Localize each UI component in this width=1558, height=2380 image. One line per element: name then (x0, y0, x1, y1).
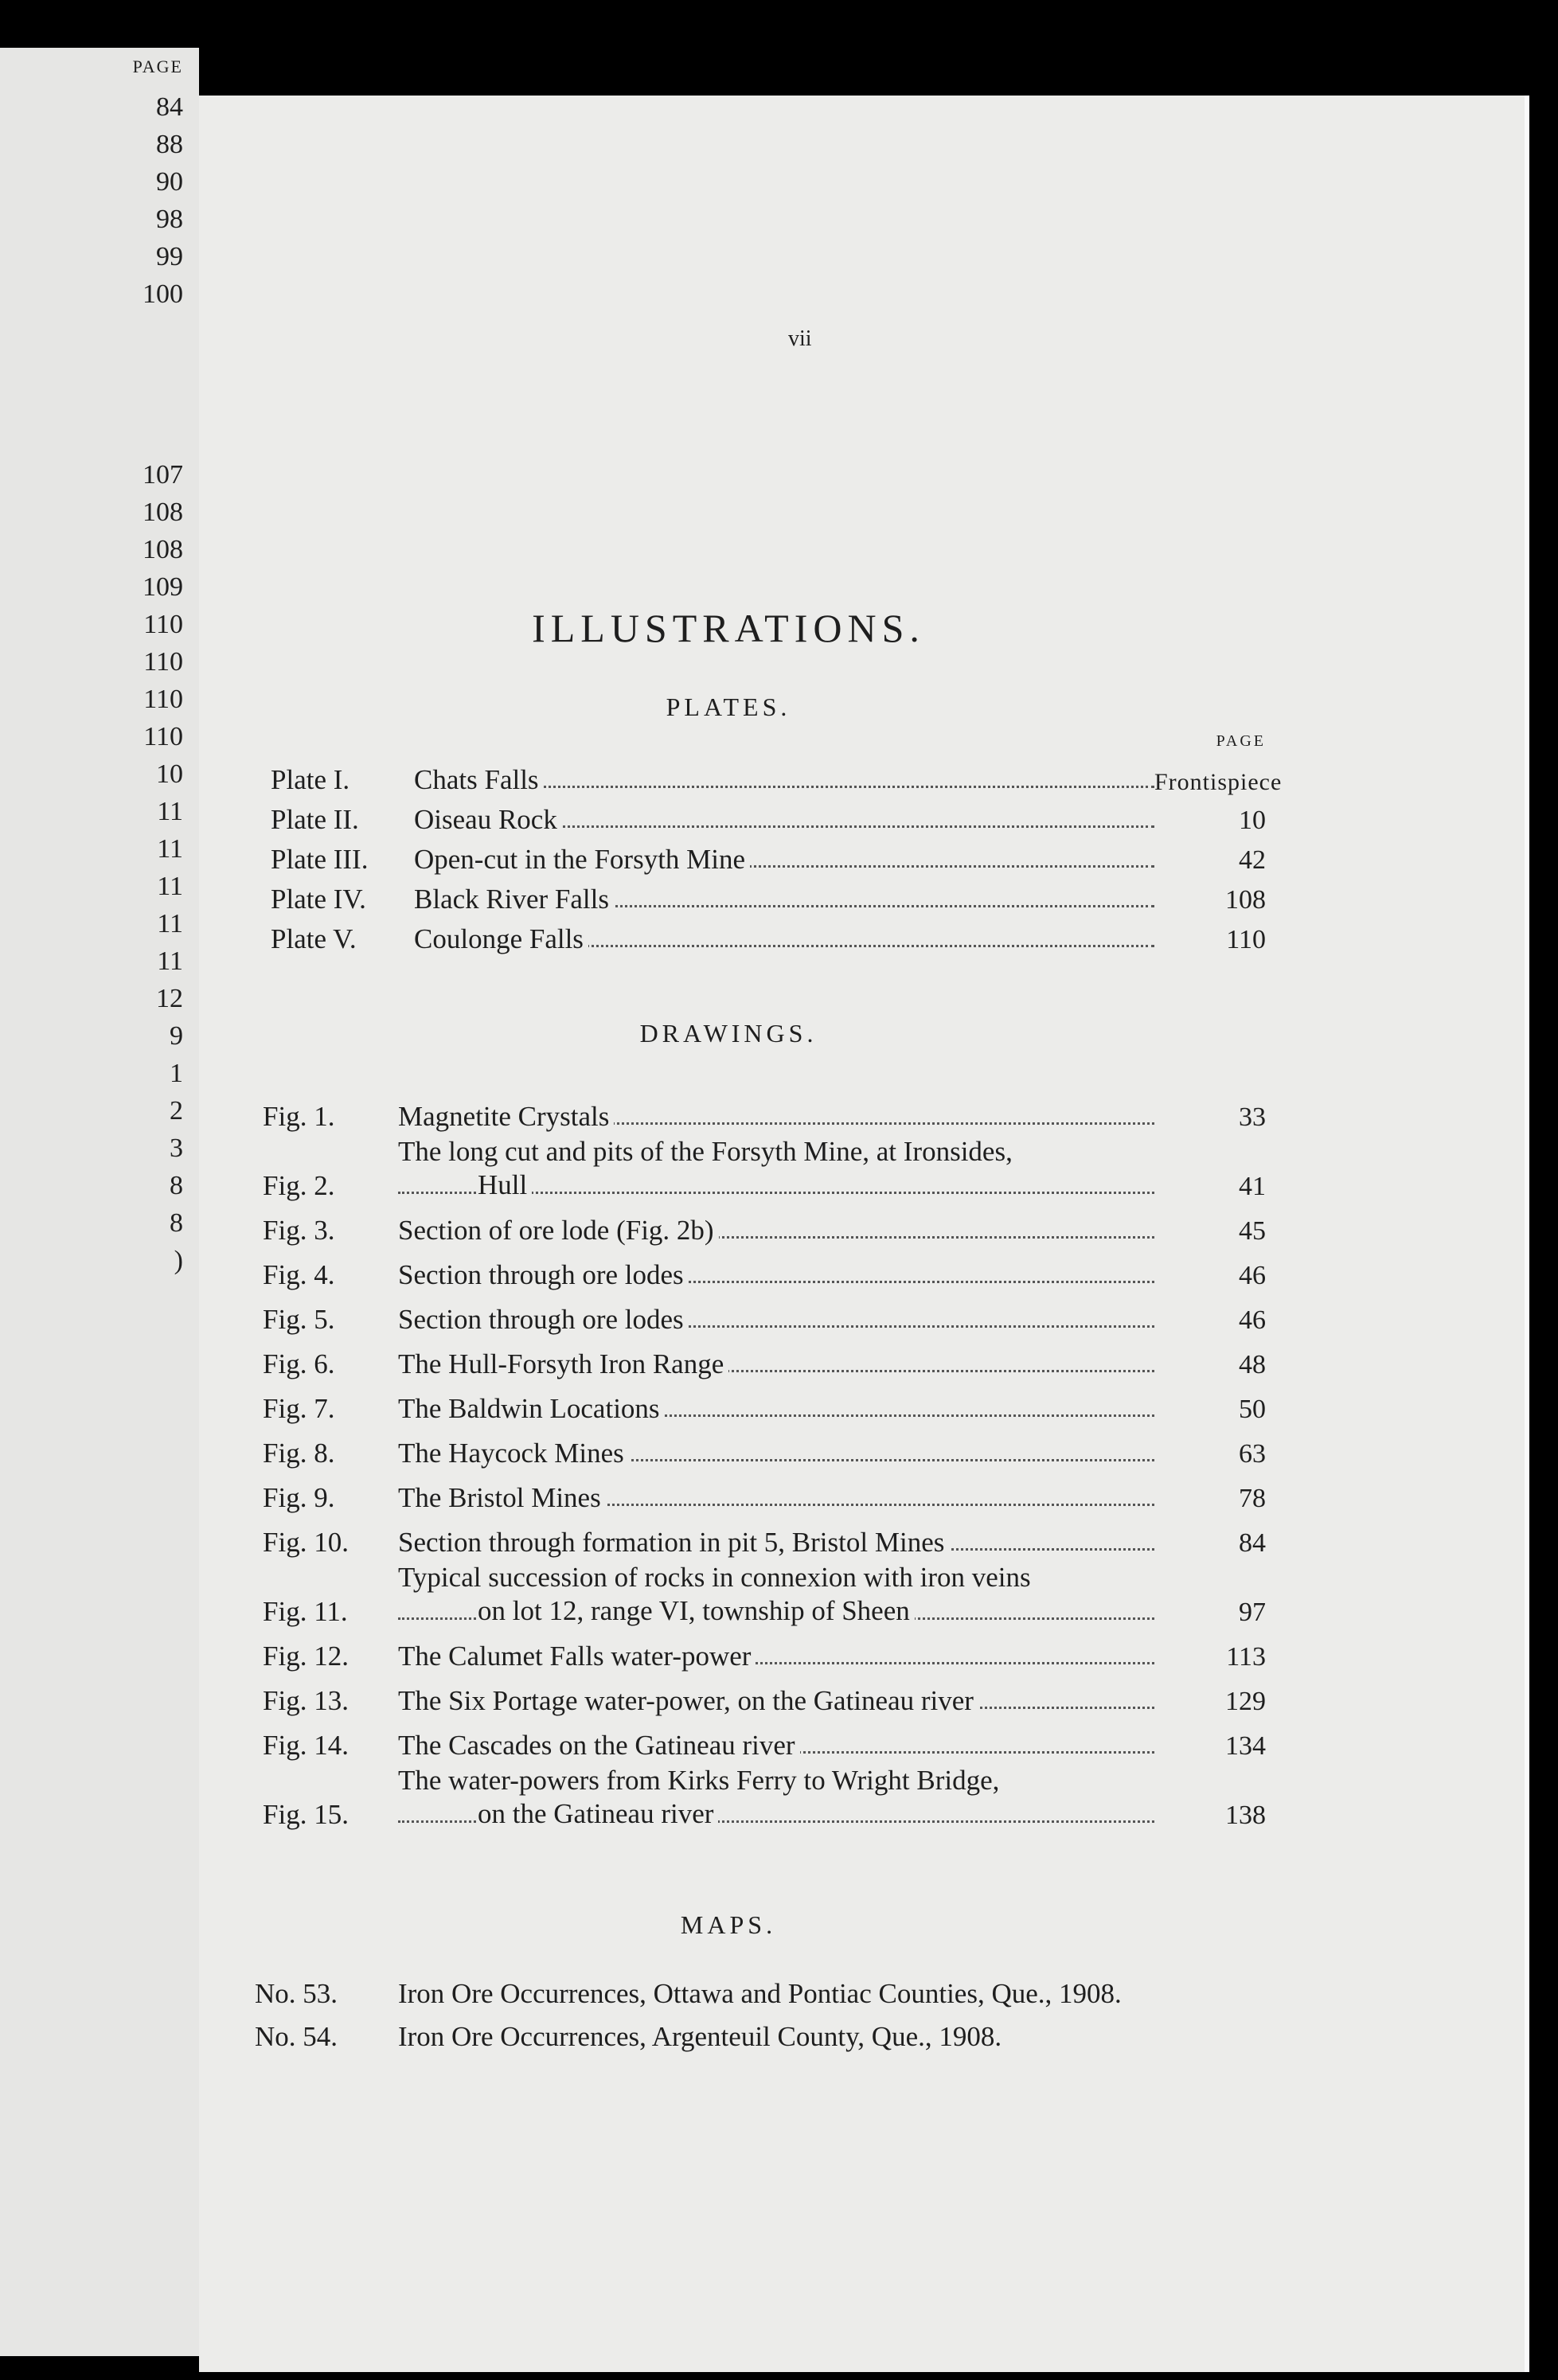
left-page-number: 99 (156, 242, 183, 271)
entry-page: 113 (1226, 1642, 1266, 1672)
figure-entry (263, 1204, 1266, 1247)
entry-label: Fig. 14. (263, 1730, 349, 1761)
contents-page (199, 96, 1529, 2372)
map-number: No. 54. (255, 2021, 338, 2052)
entry-title (398, 1730, 1154, 1762)
entry-title (398, 1685, 1154, 1717)
entry-title-text: The Six Portage water-power, on the Gatineau river (398, 1685, 978, 1716)
entry-title-text: Coulonge Falls (414, 923, 588, 954)
entry-page: 41 (1239, 1172, 1266, 1201)
entry-page: 42 (1239, 845, 1266, 875)
entry-title (398, 1215, 1154, 1247)
drawings-list (263, 1091, 1266, 1833)
entry-title (398, 1348, 1154, 1380)
figure-entry (263, 1293, 1266, 1336)
entry-title-text: The Baldwin Locations (398, 1393, 665, 1424)
left-page-number: 11 (157, 909, 183, 938)
entry-label: Fig. 15. (263, 1799, 349, 1830)
entry-label: Fig. 7. (263, 1393, 335, 1424)
figure-entry (263, 1249, 1266, 1291)
entry-title-text: The Cascades on the Gatineau river (398, 1730, 800, 1761)
entry-title (398, 1527, 1154, 1559)
entry-title-text: The Hull-Forsyth Iron Range (398, 1348, 728, 1379)
left-page-number: 88 (156, 130, 183, 159)
left-page-number: ) (174, 1246, 183, 1275)
entry-title-continuation (398, 1797, 1154, 1831)
plates-heading: PLATES. (666, 693, 791, 721)
map-number: No. 53. (255, 1978, 338, 2009)
entry-title-text: Section through formation in pit 5, Bristol Mines (398, 1527, 949, 1558)
left-page-number: 2 (170, 1096, 183, 1126)
entry-page: 97 (1239, 1598, 1266, 1627)
left-page-numbers-bottom (88, 456, 183, 1279)
entry-page: Frontispiece (1154, 769, 1283, 795)
left-page-number: 110 (143, 685, 183, 714)
figure-entry (263, 1427, 1266, 1469)
maps-list (255, 1978, 1290, 2064)
entry-label: Plate II. (271, 804, 359, 835)
entry-title-text: The Bristol Mines (398, 1482, 606, 1513)
entry-title (398, 1482, 1154, 1514)
entry-title (414, 884, 1154, 915)
left-page-number: 107 (143, 460, 183, 490)
left-page-number: 11 (157, 946, 183, 976)
left-page-number: 11 (157, 797, 183, 826)
entry-title (398, 1304, 1154, 1336)
page-number: vii (788, 326, 812, 351)
left-page-number: 110 (143, 647, 183, 677)
entry-title-text: Section through ore lodes (398, 1304, 689, 1335)
entry-title (398, 1101, 1154, 1133)
left-page-number: 8 (170, 1208, 183, 1238)
left-page-number: 1 (170, 1059, 183, 1088)
entry-page: 48 (1239, 1350, 1266, 1379)
plate-entry (271, 876, 1266, 915)
entry-page: 129 (1225, 1687, 1266, 1716)
left-page-number: 12 (156, 984, 183, 1013)
left-page-numbers-top (88, 88, 183, 313)
entry-title-text: The Haycock Mines (398, 1438, 629, 1469)
entry-label: Fig. 2. (263, 1170, 335, 1201)
entry-label: Plate V. (271, 923, 357, 954)
figure-entry (263, 1516, 1266, 1559)
entry-page: 138 (1225, 1801, 1266, 1830)
entry-label: Fig. 1. (263, 1101, 335, 1132)
left-page-number: 11 (157, 872, 183, 901)
plates-list (271, 732, 1283, 955)
entry-title-text: Chats Falls (414, 764, 544, 795)
entry-title-continuation (398, 1169, 1154, 1202)
entry-page: 84 (1239, 1528, 1266, 1558)
entry-title-text: Oiseau Rock (414, 804, 562, 835)
figure-entry (263, 1338, 1266, 1380)
entry-label: Fig. 9. (263, 1482, 335, 1513)
entry-title (398, 1135, 1154, 1202)
entry-title (414, 804, 1154, 836)
entry-title (398, 1259, 1154, 1291)
left-page-number: 100 (143, 279, 183, 309)
left-page-number-column (88, 48, 183, 1279)
entry-label: Plate I. (271, 764, 350, 795)
entry-page: 10 (1239, 806, 1266, 835)
entry-page: 63 (1239, 1439, 1266, 1469)
entry-label: Plate III. (271, 844, 369, 875)
entry-title-text: Black River Falls (414, 884, 614, 915)
page-title: ILLUSTRATIONS. (532, 606, 925, 650)
entry-label: Plate IV. (271, 884, 366, 915)
entry-label: Fig. 11. (263, 1596, 348, 1627)
entry-title-continuation-text: on the Gatineau river (478, 1798, 718, 1829)
figure-entry (263, 1764, 1266, 1831)
left-page-number: 109 (143, 572, 183, 602)
plate-entry (271, 915, 1266, 955)
map-entry (255, 2021, 1290, 2064)
left-page-number: 108 (143, 535, 183, 564)
entry-page: 46 (1239, 1305, 1266, 1335)
left-page-number: 3 (170, 1133, 183, 1163)
entry-label: Fig. 3. (263, 1215, 335, 1246)
figure-entry (263, 1091, 1266, 1133)
entry-label: Fig. 6. (263, 1348, 335, 1379)
entry-title (398, 1764, 1154, 1831)
entry-label: Fig. 4. (263, 1259, 335, 1290)
figure-entry (263, 1472, 1266, 1514)
left-page-number: 110 (143, 610, 183, 639)
entry-title-text: Magnetite Crystals (398, 1101, 614, 1132)
entry-title (398, 1438, 1154, 1469)
entry-page: 46 (1239, 1261, 1266, 1290)
figure-entry (263, 1675, 1266, 1717)
entry-title-text: Typical succession of rocks in connexion with iron veins (398, 1562, 1031, 1593)
figure-entry (263, 1135, 1266, 1202)
plate-entry (271, 796, 1266, 836)
entry-page: 45 (1239, 1216, 1266, 1246)
left-page-number: 98 (156, 205, 183, 234)
figure-entry (263, 1561, 1266, 1628)
entry-page: 78 (1239, 1484, 1266, 1513)
left-page-header: PAGE (132, 57, 183, 76)
left-page-number: 11 (157, 834, 183, 864)
entry-label: Fig. 8. (263, 1438, 335, 1469)
entry-title (414, 844, 1154, 876)
entry-label: Fig. 10. (263, 1527, 349, 1558)
map-title: Iron Ore Occurrences, Argenteuil County, Que., 1908. (398, 2021, 1002, 2052)
left-page-number: 90 (156, 167, 183, 197)
entry-title-text: Open-cut in the Forsyth Mine (414, 844, 750, 875)
entry-title (414, 923, 1154, 955)
entry-title (398, 1641, 1154, 1672)
entry-title (398, 1561, 1154, 1628)
entry-page: 33 (1239, 1102, 1266, 1132)
map-entry (255, 1978, 1290, 2021)
left-page-number: 110 (143, 722, 183, 751)
drawings-heading: DRAWINGS. (639, 1019, 818, 1048)
entry-label: Fig. 13. (263, 1685, 349, 1716)
entry-title-text: The Calumet Falls water-power (398, 1641, 756, 1672)
maps-heading: MAPS. (680, 1910, 777, 1939)
figure-entry (263, 1630, 1266, 1672)
entry-page: 134 (1225, 1731, 1266, 1761)
left-page-number: 108 (143, 497, 183, 527)
entry-page: 50 (1239, 1395, 1266, 1424)
entry-title-text: Section through ore lodes (398, 1259, 689, 1290)
left-page-number: 8 (170, 1171, 183, 1200)
entry-label: Fig. 12. (263, 1641, 349, 1672)
entry-title (414, 764, 1154, 796)
left-page-number: 10 (156, 759, 183, 789)
plate-entry (271, 836, 1266, 876)
entry-title-text: The water-powers from Kirks Ferry to Wright Bridge, (398, 1765, 1000, 1796)
plate-entry (271, 756, 1283, 796)
entry-title-text: Section of ore lode (Fig. 2b) (398, 1215, 719, 1246)
entry-title (398, 1393, 1154, 1425)
figure-entry (263, 1719, 1266, 1762)
entry-page: 108 (1225, 885, 1266, 915)
page-column-header: PAGE (1216, 732, 1266, 750)
entry-label: Fig. 5. (263, 1304, 335, 1335)
left-page-strip (0, 48, 199, 2356)
left-page-number: 84 (156, 92, 183, 122)
left-page-number: 9 (170, 1021, 183, 1051)
entry-title-text: The long cut and pits of the Forsyth Mine, at Ironsides, (398, 1136, 1013, 1167)
entry-page: 110 (1226, 925, 1266, 954)
entry-title-continuation (398, 1594, 1154, 1628)
entry-title-continuation-text: on lot 12, range VI, township of Sheen (478, 1595, 915, 1626)
entry-title-continuation-text: Hull (478, 1169, 532, 1200)
map-title: Iron Ore Occurrences, Ottawa and Pontiac Counties, Que., 1908. (398, 1978, 1122, 2009)
figure-entry (263, 1383, 1266, 1425)
